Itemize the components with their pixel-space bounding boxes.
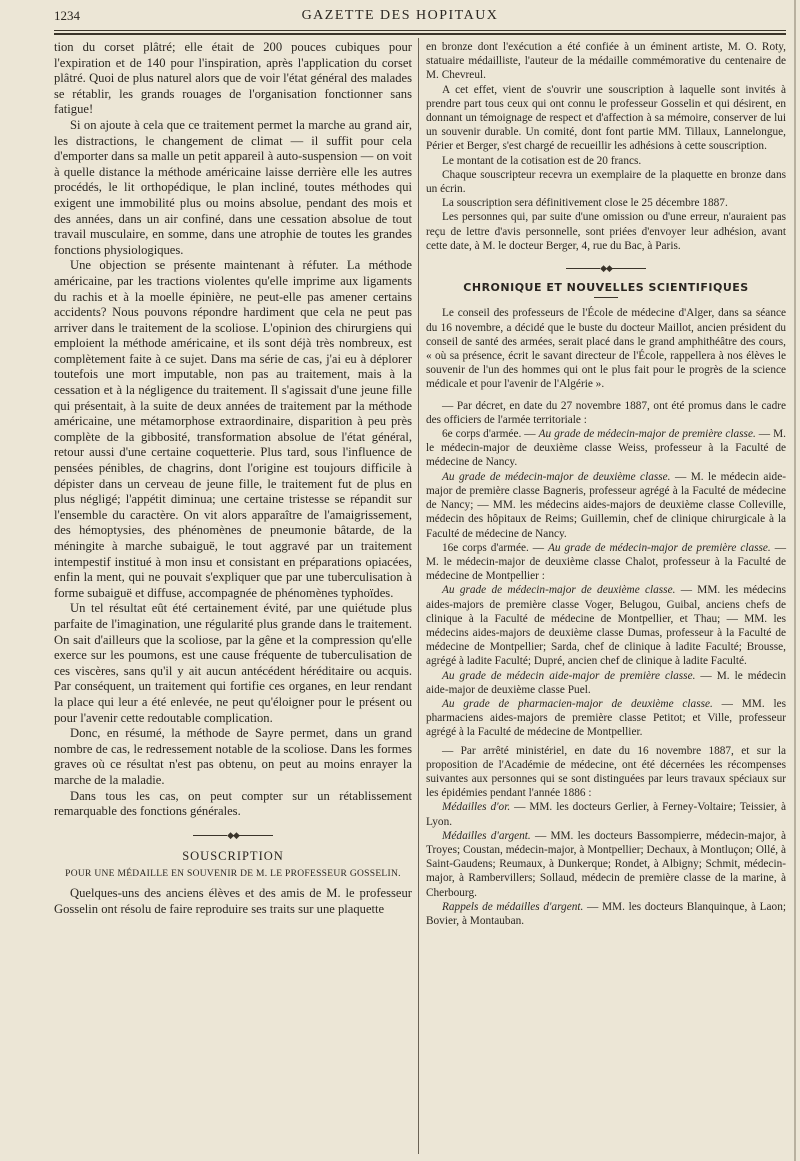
section-separator: ◆◆ — [426, 261, 786, 275]
paragraph: Rappels de médailles d'argent. — MM. les docteurs Blanquinque, à Laon; Bovier, à Montauban. — [426, 900, 786, 927]
header-rule-thick — [54, 33, 786, 35]
section-title: SOUSCRIPTION — [182, 849, 284, 864]
paragraph: en bronze dont l'exécution a été confiée à un éminent artiste, M. O. Roty, statuaire médailliste, l'auteur de la médaille commémorative du centenaire de M. Chevreul. — [426, 41, 786, 82]
title-underline — [594, 297, 618, 298]
paragraph: Au grade de médecin-major de deuxième classe. — MM. les médecins aides-majors de première classe Voger, Belugou, Guibal, anciens chefs de clinique à la Faculté de médecine de Montpellier, et Thau; — MM. les médecins aides-majors de deuxième classe Dumas, professeur à la Faculté de médecine de Montpellier; Sarda, chef de clinique à ladite Faculté; Brousse, agrégé à ladite Faculté; Dupré, ancien chef de clinique à ladite Faculté. — [426, 584, 786, 668]
paragraph: A cet effet, vient de s'ouvrir une souscription à laquelle sont invités à prendre part tous ceux qui ont connu le professeur Gosselin et qui désirent, en donnant un témoignage de respect et d'affection à sa mémoire, conserver de lui un souvenir durable. Un comité, dont font partie MM. Tillaux, Lannelongue, Périer et Berger, s'est chargé de recueillir les adhésions à cette souscription. — [426, 83, 786, 153]
paragraph: Dans tous les cas, on peut compter sur un rétablissement remarquable des fonctions générales. — [54, 788, 412, 819]
paragraph: 6e corps d'armée. — Au grade de médecin-major de première classe. — M. le médecin-major de deuxième classe Weiss, professeur à la Faculté de médecine de Nancy. — [426, 428, 786, 469]
page-number: 1234 — [54, 8, 80, 23]
chronique-title: CHRONIQUE ET NOUVELLES SCIENTIFIQUES — [463, 281, 749, 295]
paragraph: La souscription sera définitivement close le 25 décembre 1887. — [442, 197, 728, 210]
paragraph: Au grade de pharmacien-major de deuxième classe. — MM. les pharmaciens aides-majors de première classe Petitot; et Ville, professeur agrégé à la Faculté de médecine de Montpellier. — [426, 697, 786, 739]
paragraph: Au grade de médecin-major de deuxième classe. — M. le médecin aide-major de première classe Bagneris, professeur agrégé à la Faculté de médecine de Nancy; — MM. les médecins aides-majors de deuxième classe Colleville, médecin des hôpitaux de Reims; Guillemin, chef de clinique chirurgicale à la Faculté de médecine de Nancy. — [426, 470, 786, 540]
section-subtitle: POUR UNE MÉDAILLE EN SOUVENIR DE M. LE PROFESSEUR GOSSELIN. — [65, 868, 401, 879]
paragraph: Médailles d'or. — MM. les docteurs Gerlier, à Ferney-Voltaire; Teissier, à Lyon. — [426, 801, 786, 828]
section-separator: ◆◆ — [54, 828, 412, 844]
paragraph: Une objection se présente maintenant à réfuter. La méthode américaine, par les tractions violentes qu'elle imprime aux ligaments du rachis et à la moelle épinière, ne peut-elle pas amener certains accidents? Nous pouvons répondre hardiment que cela ne peut pas arriver dans le traitement de la scoliose. L'opinion des chirurgiens qui emploient la méthode américaine, et ils sont déjà très nombreux, est complètement faite à ce sujet. Dans ma série de cas, j'ai eu à déplorer toutefois une mort imputable, non pas au traitement, mais à la cessation et à la négligence du traitement. Il s'agissait d'une jeune fille qui présentait, à la suite de deux années de traitement par la méthode américaine, une métamorphose extraordinaire, disparition à peu près complète de la gibbosité, transformation absolue de l'état général, retour aussi d'une certaine coquetterie. Plus tard, sous l'influence de pensées pénibles, de chagrins, dont l'origine est toujours difficile à dépister dans un cerveau de jeune fille, le traitement fut de plus en plus négligé; l'appétit diminua; une certaine tristesse se répandit sur l'ensemble du caractère. On vit alors apparaître de l'amaigrissement, des hémoptysies, des phénomènes de pneumonie bâtarde, de la méningite à marche subaiguë, le tout aggravé par un traitement intempestif institué à mon insu et consistant en préparations opiacées, enfin la ment, qui ne pouvait s'expliquer que par une tuberculisation à forme subaiguë et diffuse, accompagnée de phénomènes typhoïdes. — [54, 258, 412, 600]
paragraph: Au grade de médecin aide-major de première classe. — M. le médecin aide-major de deuxième classe Puel. — [426, 669, 786, 696]
left-column — [54, 40, 412, 918]
paragraph: Si on ajoute à cela que ce traitement permet la marche au grand air, les distractions, le changement de climat — il suffit pour cela d'emporter dans sa malle un petit appareil à auto-suspension — on voit à quelle distance la méthode américaine laisse derrière elle les autres procédés, le lit orthopédique, le plan incliné, toutes méthodes qui exigent une immobilité plus ou moins absolue, pendant des mois et des années, dans un air confiné, dans une cessation absolue de tout travail musculaire, en somme, dans une atrophie de toutes les grandes fonctions physiologiques. — [54, 117, 412, 257]
column-divider — [418, 38, 419, 1154]
paragraph: Les personnes qui, par suite d'une omission ou d'une erreur, n'auraient pas reçu de lettre d'avis personnelle, sont priées d'envoyer leur adhésion, avant cette date, à M. le docteur Berger, 4, rue du Bac, à Paris. — [426, 211, 786, 252]
paragraph: 16e corps d'armée. — Au grade de médecin-major de première classe. — M. le médecin-major de deuxième classe Chalot, professeur à la Faculté de médecine de Montpellier : — [426, 541, 787, 583]
paragraph: Médailles d'argent. — MM. les docteurs Bassompierre, médecin-major, à Troyes; Coustan, médecin-major, à Montpellier; Dechaux, à Montluçon; Ollé, à Saint-Gaudens; Reumaux, à Dunkerque; Rondet, à Albigny; Schmit, médecin-major, à Rambervillers; Sollaud, médecin de première classe de la marine, à Cherbourg. — [426, 829, 786, 899]
journal-title: GAZETTE DES HOPITAUX — [301, 8, 499, 23]
header-rule — [54, 30, 786, 31]
right-column — [426, 40, 786, 928]
paragraph: Donc, en résumé, la méthode de Sayre permet, dans un grand nombre de cas, le redressement notable de la scoliose. Dans les formes graves où ce résultat n'est pas obtenu, on peut au moins enrayer la marche de la maladie. — [54, 726, 412, 787]
paragraph: Le montant de la cotisation est de 20 francs. — [442, 154, 642, 167]
paragraph: — Par arrêté ministériel, en date du 16 novembre 1887, et sur la proposition de l'Académie de médecine, ont été décernées les récompenses suivantes aux personnes qui se sont distinguées par leurs travaux spéciaux sur les épidémies pendant l'année 1886 : — [426, 744, 786, 800]
paragraph: Le conseil des professeurs de l'École de médecine d'Alger, dans sa séance du 16 novembre, a décidé que le buste du docteur Maillot, ancien président du conseil de santé des armées, serait placé dans le grand amphithéâtre des cours, « où sa présence, écrit le savant directeur de l'École, rappellera à nos élèves le souvenir de l'un des hommes qui ont le plus fait pour le progrès de la science médicale et pour l'avenir de l'Algérie ». — [426, 307, 786, 391]
page-edge — [794, 0, 796, 1161]
paragraph: Chaque souscripteur recevra un exemplaire de la plaquette en bronze dans un écrin. — [426, 168, 786, 196]
paragraph: tion du corset plâtré; elle était de 200 pouces cubiques pour l'expiration et de 140 pour l'inspiration, après l'application du corset plâtré. Quoi de plus naturel alors que de voir l'état général des malades se rétablir, les grands rouages de l'organisation fonctionner sans fatigue! — [54, 40, 412, 117]
paragraph: Quelques-uns des anciens élèves et des amis de M. le professeur Gosselin ont résolu de faire reproduire ses traits sur une plaquette — [54, 886, 412, 917]
paragraph: Un tel résultat eût été certainement évité, par une quiétude plus parfaite de l'imagination, une régularité plus grande dans le traitement. On sait d'ailleurs que la scoliose, par la gêne et la compression qu'elle exerce sur les poumons, est une cause fréquente de tuberculisation de ces viscères, sans qu'il y ait aucun antécédent héréditaire ou acquis. Par conséquent, un traitement qui fortifie ces organes, en leur rendant la place qui leur a été enlevée, ne peut qu'éloigner pour le présent ou pour l'avenir cette redoutable complication. — [54, 601, 412, 725]
paragraph: — Par décret, en date du 27 novembre 1887, ont été promus dans le cadre des officiers de l'armée territoriale : — [426, 399, 786, 426]
